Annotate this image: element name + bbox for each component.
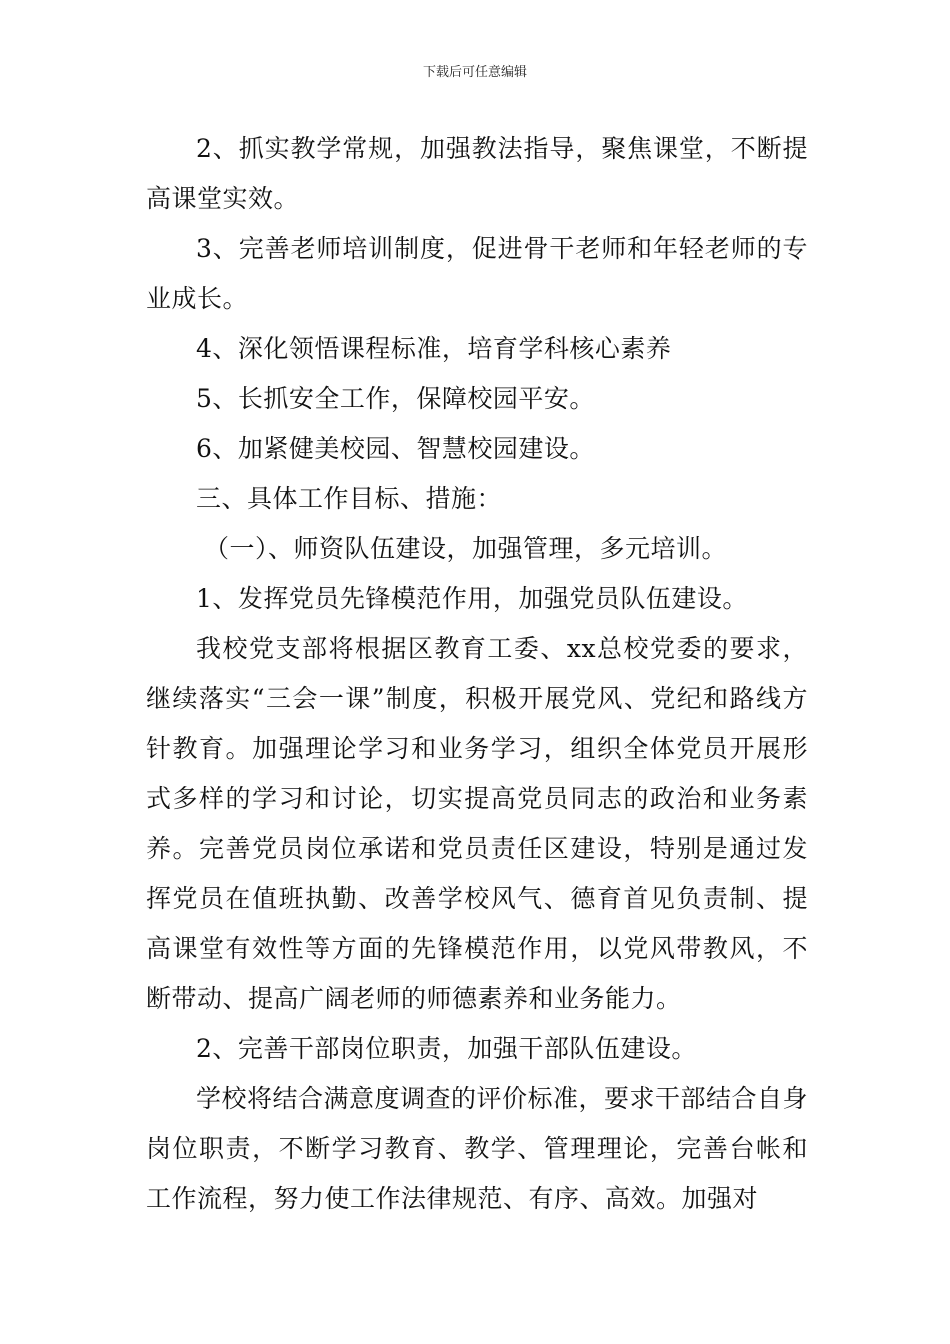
body-paragraph-cadre: 学校将结合满意度调查的评价标准，要求干部结合自身岗位职责，不断学习教育、教学、管理理论，完善台帐和工作流程，努力使工作法律规范、有序、高效。加强对 — [146, 1084, 809, 1213]
section-heading-3: 三、具体工作目标、措施： — [196, 484, 503, 513]
document-body — [146, 124, 808, 1224]
subsection-item-1: 1、发挥党员先锋模范作用，加强党员队伍建设。 — [196, 584, 748, 613]
paragraph-item-2: 2、抓实教学常规，加强教法指导，聚焦课堂，不断提高课堂实效。 — [146, 134, 808, 213]
paragraph-item-3: 3、完善老师培训制度，促进骨干老师和年轻老师的专业成长。 — [146, 234, 808, 313]
subsection-heading-1: （一）、师资队伍建设，加强管理，多元培训。 — [204, 534, 728, 563]
paragraph-item-5: 5、长抓安全工作，保障校园平安。 — [196, 384, 595, 413]
body-paragraph-party: 我校党支部将根据区教育工委、xx总校党委的要求，继续落实“三会一课”制度，积极开展党风、党纪和路线方针教育。加强理论学习和业务学习，组织全体党员开展形式多样的学习和讨论，切实提高党员同志的政治和业务素养。完善党员岗位承诺和党员责任区建设，特别是通过发挥党员在值班执勤、改善学校风气、德育首见负责制、提高课堂有效性等方面的先锋模范作用，以党风带教风，不断带动、提高广阔老师的师德素养和业务能力。 — [146, 634, 808, 1013]
paragraph-item-4: 4、深化领悟课程标准，培育学科核心素养 — [196, 334, 672, 363]
paragraph-item-6: 6、加紧健美校园、智慧校园建设。 — [196, 434, 595, 463]
page-header-note: 下载后可任意编辑 — [422, 65, 527, 80]
subsection-item-2: 2、完善干部岗位职责，加强干部队伍建设。 — [196, 1034, 697, 1063]
